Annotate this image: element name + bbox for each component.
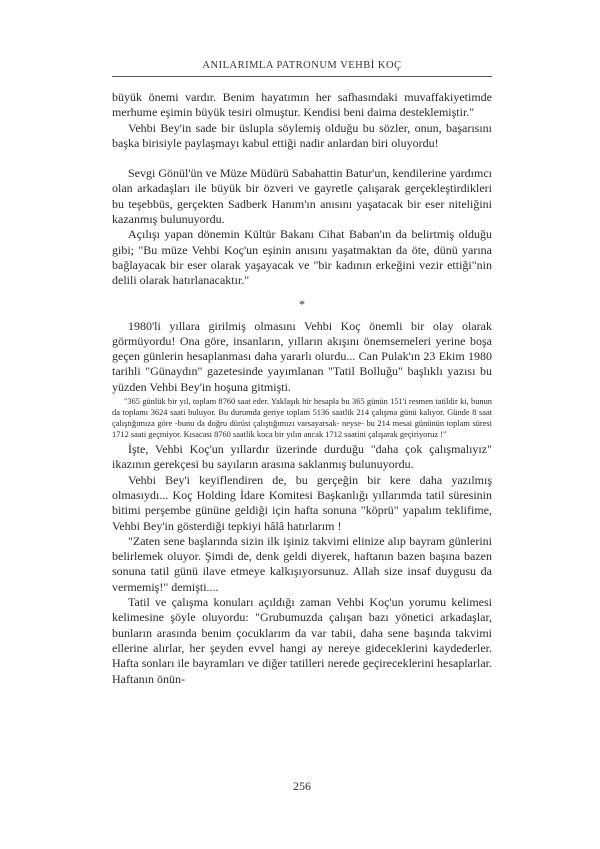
- paragraph: Vehbi Bey'in sade bir üslupla söylemiş olduğu bu sözler, onun, başarısını başka birisiyle paylaşmayı kabul ettiği nadir anlardan biri oluyordu!: [112, 120, 492, 150]
- page-number: 256: [293, 779, 311, 793]
- section-separator: *: [299, 296, 305, 311]
- quoted-note: [112, 396, 492, 440]
- paragraph: İşte, Vehbi Koç'un yıllardır üzerinde durduğu "daha çok çalışmalıyız" ikazının gerekçesi bu sayıların arasına saklanmış bulunuyordu.: [112, 442, 492, 472]
- header-rule: [112, 76, 492, 77]
- running-header: ANILARIMLA PATRONUM VEHBİ KOÇ: [202, 60, 402, 71]
- paragraph: "Zaten sene başlarında sizin ilk işiniz takvimi elinize alıp bayram günlerini belirlemek oluyor. Şimdi de, denk geldi diyerek, haftanın bazen başına bazen sonuna tatil günü ilave etmeye kalkışıyorsunuz. Allah size insaf duygusu da vermemiş!" demişti....: [112, 533, 492, 594]
- paragraph: Vehbi Bey'i keyiflendiren de, bu gerçeğin bir kere daha yazılmış olmasıydı... Koç Holding İdare Komitesi Başkanlığı yıllarımda tatil süresinin bitimi perşembe gününe geldiği için hafta sonuna "köprü" yapalım teklifime, Vehbi Bey'in gösterdiği tepkiyi hâlâ hatırlarım !: [112, 472, 492, 533]
- body-text: [112, 90, 492, 687]
- paragraph: Açılışı yapan dönemin Kültür Bakanı Cihat Baban'ın da belirtmiş olduğu gibi; "Bu müze Vehbi Koç'un eşinin anısını yaşatmaktan da öte, dünü yarına bağlayacak bir eser olarak yaşayacak ve "bir kadının erkeğini vezir ettiği"nin delili olarak hatırlanacaktır.": [112, 227, 492, 288]
- quoted-note-text: "365 günlük bir yıl, toplam 8760 saat eder. Yaklaşık bir hesapla bu 365 günün 151'i resmen tatildir ki, bunun da toplamı 3624 saati buluyor. Bu durumda geriye toplam 5136 saatlik 214 çalışma günü kalıyor. Günde 8 saat çalıştığımıza göre -bunu da doğru dürüst çalıştığımızı varsayarsak- neyse- bu 214 mesai gününün toplam süresi 1712 saati geçmiyor. Kısacası 8760 saatlik koca bir yılın ancak 1712 saatini çalışarak geçiriyoruz !": [112, 397, 492, 440]
- paragraph: Tatil ve çalışma konuları açıldığı zaman Vehbi Koç'un yorumu kelimesi kelimesine şöyle oluyordu: "Grubumuzda çalışan bazı yönetici arkadaşlar, bunların arasında benim çocuklarım da var tabii, daha sene başında takvimi ellerine alırlar, her şeyden evvel hangi ay nereye gideceklerini kaydederler. Hafta sonları ile bayramları ve diğer tatilleri nerede geçireceklerini hesaplarlar. Haftanın önün-: [112, 595, 492, 686]
- paragraph: Sevgi Gönül'ün ve Müze Müdürü Sabahattin Batur'un, kendilerine yardımcı olan arkadaşları ile büyük bir özveri ve gayretle çalışarak gerçekleştirdikleri bu teşebbüs, gerçekten Sadberk Hanım'ın anısını yaşatacak bir eser niteliğini kazanmış bulunuyordu.: [112, 166, 492, 227]
- paragraph: büyük önemi vardır. Benim hayatımın her safhasındaki muvaffakiyetimde merhume eşimin büyük tesiri olmuştur. Kendisi beni daima desteklemiştir.": [112, 90, 492, 120]
- paragraph: 1980'li yıllara girilmiş olmasını Vehbi Koç önemli bir olay olarak görmüyordu! Ona göre, insanların, yılların akışını önemsemeleri yerine boşa geçen günlerin hesaplanması daha yararlı olurdu... Can Pulak'ın 23 Ekim 1980 tarihli "Günaydın" gazetesinde yayımlanan "Tatil Bolluğu" başlıklı yazısı bu yüzden Vehbi Bey'in hoşuna gitmişti.: [112, 318, 492, 394]
